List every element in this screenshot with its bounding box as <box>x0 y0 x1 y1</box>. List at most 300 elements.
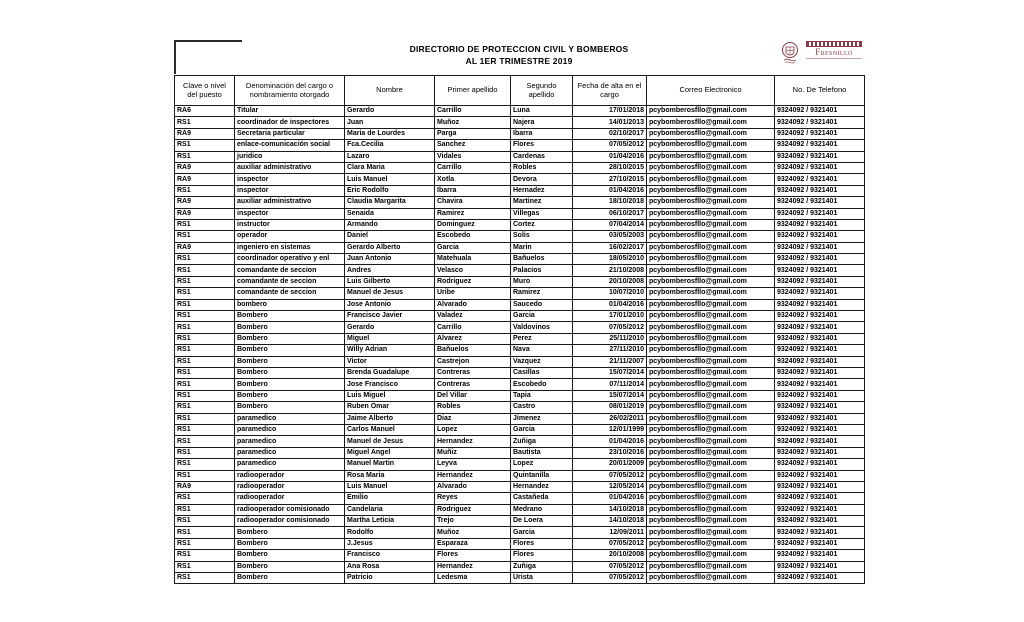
cell-telefono: 9324092 / 9321401 <box>775 106 865 117</box>
cell-cargo: paramedico <box>235 436 345 447</box>
cell-cargo: bombero <box>235 299 345 310</box>
cell-primer-apellido: Contreras <box>435 367 511 378</box>
cell-primer-apellido: Carrillo <box>435 106 511 117</box>
column-header-nombre: Nombre <box>345 76 435 106</box>
cell-primer-apellido: Del Villar <box>435 390 511 401</box>
directory-table <box>174 75 865 584</box>
cell-segundo-apellido: Palacios <box>511 265 573 276</box>
cell-segundo-apellido: Nava <box>511 345 573 356</box>
table-row <box>175 231 865 242</box>
cell-fecha: 15/07/2014 <box>573 390 647 401</box>
cell-cargo: comandante de seccion <box>235 288 345 299</box>
directory-document <box>174 40 864 584</box>
cell-clave: RS1 <box>175 550 235 561</box>
cell-cargo: Bombero <box>235 322 345 333</box>
cell-clave: RA6 <box>175 106 235 117</box>
table-row <box>175 527 865 538</box>
cell-segundo-apellido: Quintanilla <box>511 470 573 481</box>
cell-segundo-apellido: Saucedo <box>511 299 573 310</box>
table-row <box>175 424 865 435</box>
cell-telefono: 9324092 / 9321401 <box>775 573 865 584</box>
cell-cargo: paramedico <box>235 447 345 458</box>
cell-nombre: Gerardo <box>345 322 435 333</box>
cell-clave: RS1 <box>175 402 235 413</box>
cell-fecha: 03/05/2003 <box>573 231 647 242</box>
cell-nombre: Luis Miguel <box>345 390 435 401</box>
cell-nombre: Willy Adrian <box>345 345 435 356</box>
column-header-telefono: No. De Telefono <box>775 76 865 106</box>
cell-correo: pcybomberosfllo@gmail.com <box>647 504 775 515</box>
cell-fecha: 18/10/2018 <box>573 197 647 208</box>
cell-telefono: 9324092 / 9321401 <box>775 128 865 139</box>
cell-cargo: operador <box>235 231 345 242</box>
cell-clave: RA9 <box>175 208 235 219</box>
table-row <box>175 117 865 128</box>
cell-telefono: 9324092 / 9321401 <box>775 242 865 253</box>
cell-correo: pcybomberosfllo@gmail.com <box>647 447 775 458</box>
cell-correo: pcybomberosfllo@gmail.com <box>647 185 775 196</box>
cell-clave: RS1 <box>175 538 235 549</box>
cell-fecha: 01/04/2016 <box>573 493 647 504</box>
cell-nombre: Martha Leticia <box>345 516 435 527</box>
cell-segundo-apellido: Vazquez <box>511 356 573 367</box>
table-row <box>175 208 865 219</box>
cell-nombre: Daniel <box>345 231 435 242</box>
cell-clave: RS1 <box>175 493 235 504</box>
cell-segundo-apellido: Cardenas <box>511 151 573 162</box>
cell-nombre: J.Jesus <box>345 538 435 549</box>
table-row <box>175 299 865 310</box>
column-header-fecha: Fecha de alta en el cargo <box>573 76 647 106</box>
cell-cargo: Bombero <box>235 356 345 367</box>
cell-nombre: Miguel <box>345 333 435 344</box>
cell-segundo-apellido: Martinez <box>511 197 573 208</box>
cell-correo: pcybomberosfllo@gmail.com <box>647 151 775 162</box>
cell-fecha: 08/01/2019 <box>573 402 647 413</box>
cell-clave: RS1 <box>175 276 235 287</box>
cell-segundo-apellido: Marin <box>511 242 573 253</box>
table-row <box>175 185 865 196</box>
cell-correo: pcybomberosfllo@gmail.com <box>647 174 775 185</box>
cell-correo: pcybomberosfllo@gmail.com <box>647 345 775 356</box>
page-title <box>174 43 864 67</box>
cell-correo: pcybomberosfllo@gmail.com <box>647 299 775 310</box>
cell-correo: pcybomberosfllo@gmail.com <box>647 322 775 333</box>
cell-telefono: 9324092 / 9321401 <box>775 459 865 470</box>
cell-fecha: 12/01/1999 <box>573 424 647 435</box>
table-row <box>175 288 865 299</box>
cell-fecha: 18/05/2010 <box>573 254 647 265</box>
cell-telefono: 9324092 / 9321401 <box>775 117 865 128</box>
header-row <box>175 76 865 106</box>
cell-telefono: 9324092 / 9321401 <box>775 402 865 413</box>
cell-primer-apellido: Vidales <box>435 151 511 162</box>
cell-telefono: 9324092 / 9321401 <box>775 219 865 230</box>
cell-clave: RS1 <box>175 379 235 390</box>
cell-clave: RS1 <box>175 311 235 322</box>
cell-correo: pcybomberosfllo@gmail.com <box>647 162 775 173</box>
cell-telefono: 9324092 / 9321401 <box>775 174 865 185</box>
cell-clave: RS1 <box>175 413 235 424</box>
cell-telefono: 9324092 / 9321401 <box>775 151 865 162</box>
cell-primer-apellido: Alvarado <box>435 299 511 310</box>
cell-segundo-apellido: Zuñiga <box>511 436 573 447</box>
cell-telefono: 9324092 / 9321401 <box>775 481 865 492</box>
table-row <box>175 481 865 492</box>
cell-segundo-apellido: Garcia <box>511 311 573 322</box>
cell-primer-apellido: Alvarez <box>435 333 511 344</box>
table-row <box>175 470 865 481</box>
cell-clave: RS1 <box>175 470 235 481</box>
cell-segundo-apellido: Casillas <box>511 367 573 378</box>
table-row <box>175 367 865 378</box>
cell-fecha: 07/05/2012 <box>573 538 647 549</box>
cell-clave: RA9 <box>175 162 235 173</box>
cell-fecha: 01/04/2016 <box>573 299 647 310</box>
cell-nombre: Manuel de Jesus <box>345 436 435 447</box>
cell-correo: pcybomberosfllo@gmail.com <box>647 356 775 367</box>
cell-primer-apellido: Robles <box>435 402 511 413</box>
cell-primer-apellido: Hernandez <box>435 436 511 447</box>
cell-segundo-apellido: Tapia <box>511 390 573 401</box>
table-row <box>175 413 865 424</box>
cell-nombre: Rodolfo <box>345 527 435 538</box>
cell-clave: RA9 <box>175 242 235 253</box>
cell-primer-apellido: Leyva <box>435 459 511 470</box>
cell-telefono: 9324092 / 9321401 <box>775 561 865 572</box>
table-row <box>175 390 865 401</box>
cell-cargo: coordinador de inspectores <box>235 117 345 128</box>
cell-segundo-apellido: Solis <box>511 231 573 242</box>
cell-cargo: Bombero <box>235 402 345 413</box>
cell-segundo-apellido: Valdovinos <box>511 322 573 333</box>
cell-fecha: 28/10/2015 <box>573 162 647 173</box>
cell-primer-apellido: Escobedo <box>435 231 511 242</box>
cell-segundo-apellido: Muro <box>511 276 573 287</box>
table-row <box>175 174 865 185</box>
cell-clave: RS1 <box>175 265 235 276</box>
cell-fecha: 02/10/2017 <box>573 128 647 139</box>
cell-telefono: 9324092 / 9321401 <box>775 208 865 219</box>
cell-cargo: Bombero <box>235 550 345 561</box>
cell-clave: RS1 <box>175 459 235 470</box>
cell-fecha: 07/05/2012 <box>573 573 647 584</box>
cell-telefono: 9324092 / 9321401 <box>775 197 865 208</box>
cell-telefono: 9324092 / 9321401 <box>775 231 865 242</box>
cell-fecha: 26/02/2011 <box>573 413 647 424</box>
cell-fecha: 01/04/2016 <box>573 151 647 162</box>
cell-primer-apellido: Ramirez <box>435 208 511 219</box>
cell-nombre: Maria de Lourdes <box>345 128 435 139</box>
cell-correo: pcybomberosfllo@gmail.com <box>647 481 775 492</box>
cell-primer-apellido: Carrillo <box>435 322 511 333</box>
cell-segundo-apellido: Luna <box>511 106 573 117</box>
cell-correo: pcybomberosfllo@gmail.com <box>647 413 775 424</box>
cell-clave: RS1 <box>175 356 235 367</box>
table-row <box>175 345 865 356</box>
table-row <box>175 140 865 151</box>
cell-primer-apellido: Xotla <box>435 174 511 185</box>
cell-primer-apellido: Muñiz <box>435 447 511 458</box>
cell-telefono: 9324092 / 9321401 <box>775 140 865 151</box>
cell-telefono: 9324092 / 9321401 <box>775 436 865 447</box>
cell-correo: pcybomberosfllo@gmail.com <box>647 493 775 504</box>
cell-segundo-apellido: Garcia <box>511 527 573 538</box>
cell-primer-apellido: Reyes <box>435 493 511 504</box>
cell-correo: pcybomberosfllo@gmail.com <box>647 459 775 470</box>
cell-clave: RS1 <box>175 367 235 378</box>
cell-nombre: Senaida <box>345 208 435 219</box>
cell-nombre: Candelaria <box>345 504 435 515</box>
column-header-cargo: Denominación del cargo o nombramiento otorgado <box>235 76 345 106</box>
fresnillo-wordmark-text: Fresnillo <box>806 47 862 59</box>
cell-correo: pcybomberosfllo@gmail.com <box>647 288 775 299</box>
cell-correo: pcybomberosfllo@gmail.com <box>647 527 775 538</box>
cell-fecha: 16/02/2017 <box>573 242 647 253</box>
column-header-segundo-apellido: Segundo apellido <box>511 76 573 106</box>
cell-fecha: 17/01/2010 <box>573 311 647 322</box>
table-row <box>175 573 865 584</box>
cell-correo: pcybomberosfllo@gmail.com <box>647 573 775 584</box>
table-row <box>175 504 865 515</box>
cell-telefono: 9324092 / 9321401 <box>775 493 865 504</box>
cell-clave: RS1 <box>175 151 235 162</box>
cell-nombre: Claudia Margarita <box>345 197 435 208</box>
cell-correo: pcybomberosfllo@gmail.com <box>647 311 775 322</box>
cell-correo: pcybomberosfllo@gmail.com <box>647 550 775 561</box>
cell-clave: RS1 <box>175 254 235 265</box>
table-row <box>175 436 865 447</box>
cell-fecha: 07/05/2012 <box>573 561 647 572</box>
cell-clave: RS1 <box>175 140 235 151</box>
cell-correo: pcybomberosfllo@gmail.com <box>647 367 775 378</box>
table-row <box>175 333 865 344</box>
cell-fecha: 07/05/2012 <box>573 140 647 151</box>
cell-clave: RS1 <box>175 390 235 401</box>
cell-telefono: 9324092 / 9321401 <box>775 424 865 435</box>
cell-fecha: 12/05/2014 <box>573 481 647 492</box>
cell-cargo: comandante de seccion <box>235 265 345 276</box>
table-row <box>175 538 865 549</box>
cell-fecha: 20/01/2009 <box>573 459 647 470</box>
cell-primer-apellido: Rodriguez <box>435 504 511 515</box>
table-row <box>175 242 865 253</box>
directory-table-body <box>175 106 865 584</box>
page-title-line1: DIRECTORIO DE PROTECCION CIVIL Y BOMBEROS <box>409 44 629 54</box>
cell-segundo-apellido: Villegas <box>511 208 573 219</box>
cell-telefono: 9324092 / 9321401 <box>775 538 865 549</box>
table-row <box>175 447 865 458</box>
cell-segundo-apellido: Jimenez <box>511 413 573 424</box>
table-row <box>175 219 865 230</box>
cell-fecha: 06/10/2017 <box>573 208 647 219</box>
cell-segundo-apellido: Castro <box>511 402 573 413</box>
cell-nombre: Gerardo <box>345 106 435 117</box>
cell-nombre: Victor <box>345 356 435 367</box>
cell-clave: RS1 <box>175 516 235 527</box>
cell-fecha: 01/04/2016 <box>573 185 647 196</box>
cell-segundo-apellido: Flores <box>511 140 573 151</box>
cell-primer-apellido: Trejo <box>435 516 511 527</box>
cell-cargo: paramedico <box>235 424 345 435</box>
cell-nombre: Jose Francisco <box>345 379 435 390</box>
cell-fecha: 27/10/2015 <box>573 174 647 185</box>
cell-fecha: 12/09/2011 <box>573 527 647 538</box>
cell-clave: RA9 <box>175 197 235 208</box>
cell-clave: RS1 <box>175 561 235 572</box>
cell-clave: RS1 <box>175 345 235 356</box>
municipal-seal-icon <box>780 41 800 65</box>
column-header-primer-apellido: Primer apellido <box>435 76 511 106</box>
cell-correo: pcybomberosfllo@gmail.com <box>647 424 775 435</box>
cell-correo: pcybomberosfllo@gmail.com <box>647 231 775 242</box>
cell-segundo-apellido: De Loera <box>511 516 573 527</box>
cell-primer-apellido: Carrillo <box>435 162 511 173</box>
cell-primer-apellido: Alvarado <box>435 481 511 492</box>
cell-fecha: 20/10/2008 <box>573 276 647 287</box>
cell-clave: RS1 <box>175 424 235 435</box>
cell-nombre: Andres <box>345 265 435 276</box>
cell-fecha: 14/10/2018 <box>573 516 647 527</box>
cell-segundo-apellido: Bañuelos <box>511 254 573 265</box>
cell-nombre: Emilio <box>345 493 435 504</box>
cell-clave: RS1 <box>175 447 235 458</box>
cell-cargo: inspector <box>235 208 345 219</box>
cell-nombre: Carlos Manuel <box>345 424 435 435</box>
column-header-clave: Clave o nivel del puesto <box>175 76 235 106</box>
cell-telefono: 9324092 / 9321401 <box>775 447 865 458</box>
cell-clave: RS1 <box>175 231 235 242</box>
table-row <box>175 356 865 367</box>
cell-cargo: coordinador operativo y enl <box>235 254 345 265</box>
cell-correo: pcybomberosfllo@gmail.com <box>647 117 775 128</box>
cell-cargo: radiooperador <box>235 493 345 504</box>
cell-fecha: 23/10/2016 <box>573 447 647 458</box>
cell-segundo-apellido: Hernandez <box>511 481 573 492</box>
cell-primer-apellido: Sanchez <box>435 140 511 151</box>
cell-clave: RA9 <box>175 174 235 185</box>
cell-nombre: Manuel Martin <box>345 459 435 470</box>
cell-cargo: instructor <box>235 219 345 230</box>
cell-segundo-apellido: Devora <box>511 174 573 185</box>
cell-primer-apellido: Hernandez <box>435 470 511 481</box>
cell-telefono: 9324092 / 9321401 <box>775 254 865 265</box>
cell-segundo-apellido: Ramirez <box>511 288 573 299</box>
cell-primer-apellido: Garcia <box>435 242 511 253</box>
column-header-correo: Correo Electronico <box>647 76 775 106</box>
cell-segundo-apellido: Medrano <box>511 504 573 515</box>
table-row <box>175 128 865 139</box>
cell-nombre: Luis Manuel <box>345 481 435 492</box>
table-row <box>175 459 865 470</box>
cell-segundo-apellido: Garcia <box>511 424 573 435</box>
cell-clave: RS1 <box>175 504 235 515</box>
cell-cargo: inspector <box>235 185 345 196</box>
cell-fecha: 25/11/2010 <box>573 333 647 344</box>
cell-correo: pcybomberosfllo@gmail.com <box>647 470 775 481</box>
cell-fecha: 17/01/2018 <box>573 106 647 117</box>
table-row <box>175 322 865 333</box>
cell-primer-apellido: Muñoz <box>435 117 511 128</box>
cell-primer-apellido: Castrejon <box>435 356 511 367</box>
cell-nombre: Lazaro <box>345 151 435 162</box>
cell-telefono: 9324092 / 9321401 <box>775 379 865 390</box>
cell-cargo: radiooperador <box>235 470 345 481</box>
fresnillo-wordmark <box>806 41 862 59</box>
cell-primer-apellido: Uribe <box>435 288 511 299</box>
cell-cargo: Bombero <box>235 311 345 322</box>
cell-primer-apellido: Parga <box>435 128 511 139</box>
cell-correo: pcybomberosfllo@gmail.com <box>647 208 775 219</box>
cell-clave: RA9 <box>175 128 235 139</box>
cell-correo: pcybomberosfllo@gmail.com <box>647 436 775 447</box>
cell-cargo: radiooperador <box>235 481 345 492</box>
cell-cargo: inspector <box>235 174 345 185</box>
cell-segundo-apellido: Ibarra <box>511 128 573 139</box>
cell-correo: pcybomberosfllo@gmail.com <box>647 128 775 139</box>
cell-primer-apellido: Ibarra <box>435 185 511 196</box>
cell-telefono: 9324092 / 9321401 <box>775 527 865 538</box>
cell-cargo: enlace-comunicación social <box>235 140 345 151</box>
table-row <box>175 493 865 504</box>
cell-nombre: Francisco Javier <box>345 311 435 322</box>
cell-cargo: ingeniero en sistemas <box>235 242 345 253</box>
cell-correo: pcybomberosfllo@gmail.com <box>647 265 775 276</box>
cell-primer-apellido: Flores <box>435 550 511 561</box>
cell-nombre: Gerardo Alberto <box>345 242 435 253</box>
cell-segundo-apellido: Hernadez <box>511 185 573 196</box>
cell-fecha: 01/04/2016 <box>573 436 647 447</box>
cell-segundo-apellido: Najera <box>511 117 573 128</box>
cell-telefono: 9324092 / 9321401 <box>775 299 865 310</box>
cell-clave: RS1 <box>175 333 235 344</box>
cell-segundo-apellido: Escobedo <box>511 379 573 390</box>
cell-segundo-apellido: Urista <box>511 573 573 584</box>
cell-clave: RS1 <box>175 436 235 447</box>
cell-telefono: 9324092 / 9321401 <box>775 550 865 561</box>
cell-primer-apellido: Hernandez <box>435 561 511 572</box>
table-row <box>175 561 865 572</box>
cell-nombre: Manuel de Jesus <box>345 288 435 299</box>
cell-cargo: juridico <box>235 151 345 162</box>
cell-primer-apellido: Matehuala <box>435 254 511 265</box>
cell-clave: RS1 <box>175 288 235 299</box>
cell-nombre: Clara Maria <box>345 162 435 173</box>
cell-clave: RS1 <box>175 299 235 310</box>
cell-nombre: Brenda Guadalupe <box>345 367 435 378</box>
cell-primer-apellido: Muñoz <box>435 527 511 538</box>
cell-cargo: paramedico <box>235 413 345 424</box>
cell-cargo: auxiliar administrativo <box>235 162 345 173</box>
cell-nombre: Juan <box>345 117 435 128</box>
cell-segundo-apellido: Bautista <box>511 447 573 458</box>
table-row <box>175 311 865 322</box>
cell-cargo: Bombero <box>235 390 345 401</box>
cell-cargo: auxiliar administrativo <box>235 197 345 208</box>
cell-nombre: Rosa Maria <box>345 470 435 481</box>
cell-correo: pcybomberosfllo@gmail.com <box>647 390 775 401</box>
cell-correo: pcybomberosfllo@gmail.com <box>647 140 775 151</box>
cell-primer-apellido: Velasco <box>435 265 511 276</box>
cell-correo: pcybomberosfllo@gmail.com <box>647 379 775 390</box>
cell-correo: pcybomberosfllo@gmail.com <box>647 561 775 572</box>
cell-primer-apellido: Contreras <box>435 379 511 390</box>
table-row <box>175 162 865 173</box>
cell-correo: pcybomberosfllo@gmail.com <box>647 197 775 208</box>
cell-clave: RS1 <box>175 219 235 230</box>
cell-nombre: Luis Manuel <box>345 174 435 185</box>
cell-clave: RA9 <box>175 481 235 492</box>
